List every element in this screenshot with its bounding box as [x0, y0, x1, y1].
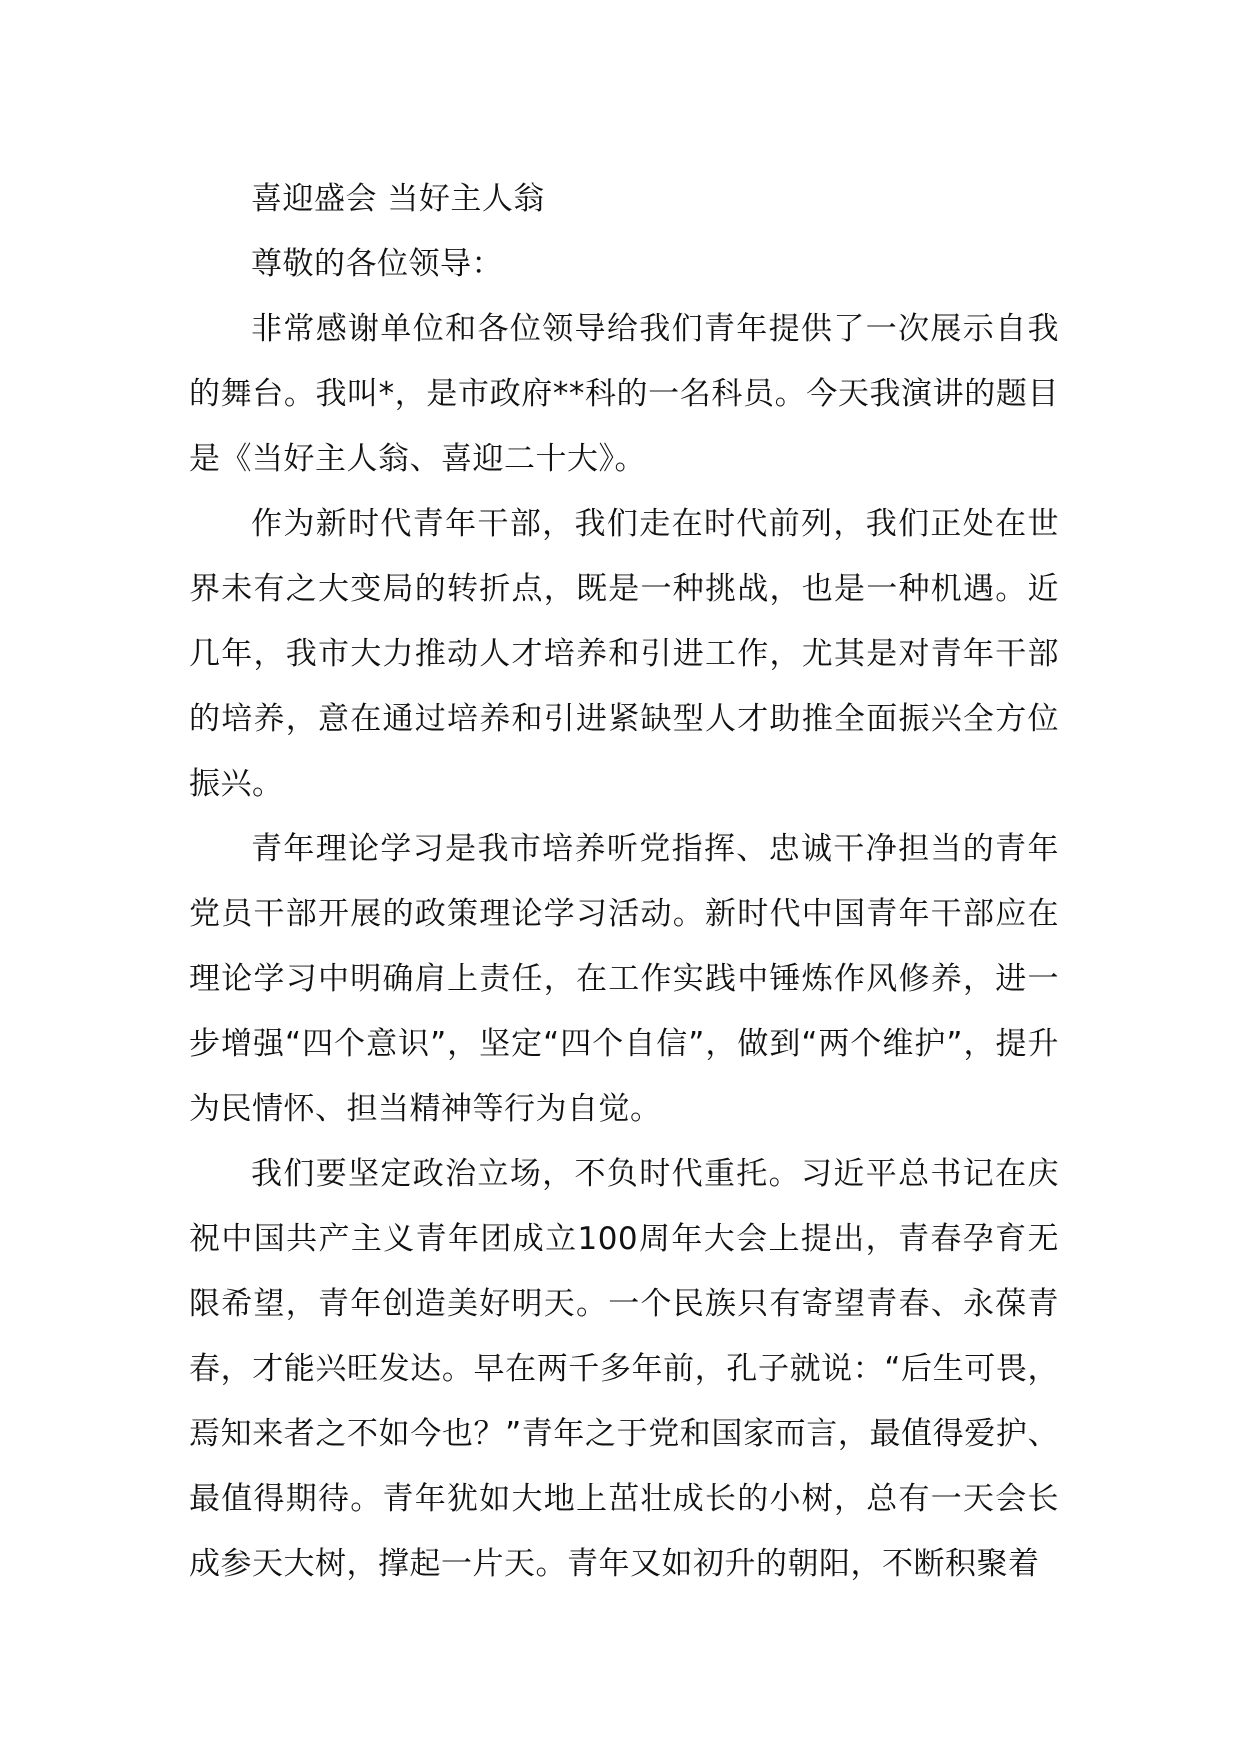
paragraph-3: 青年理论学习是我市培养听党指挥、忠诚干净担当的青年党员干部开展的政策理论学习活动。新时代中国青年干部应在理论学习中明确肩上责任，在工作实践中锤炼作风修养，进一步增强“四个意识”，坚定“四个自信”，做到“两个维护”，提升为民情怀、担当精神等行为自觉。: [189, 831, 1059, 1127]
document-body: [189, 167, 1059, 1597]
paragraph-1: 非常感谢单位和各位领导给我们青年提供了一次展示自我的舞台。我叫*，是市政府**科的一名科员。今天我演讲的题目是《当好主人翁、喜迎二十大》。: [189, 311, 1059, 477]
paragraph-2: 作为新时代青年干部，我们走在时代前列，我们正处在世界未有之大变局的转折点，既是一种挑战，也是一种机遇。近几年，我市大力推动人才培养和引进工作，尤其是对青年干部的培养，意在通过培养和引进紧缺型人才助推全面振兴全方位振兴。: [189, 506, 1059, 802]
salutation: 尊敬的各位领导：: [251, 246, 503, 282]
document-title: 喜迎盛会 当好主人翁: [251, 181, 545, 217]
paragraph-4: 我们要坚定政治立场，不负时代重托。习近平总书记在庆祝中国共产主义青年团成立100周年大会上提出，青春孕育无限希望，青年创造美好明天。一个民族只有寄望青春、永葆青春，才能兴旺发达。早在两千多年前，孔子就说：“后生可畏，焉知来者之不如今也？”青年之于党和国家而言，最值得爱护、最值得期待。青年犹如大地上茁壮成长的小树，总有一天会长成参天大树，撑起一片天。青年又如初升的朝阳，不断积聚着: [189, 1156, 1059, 1582]
